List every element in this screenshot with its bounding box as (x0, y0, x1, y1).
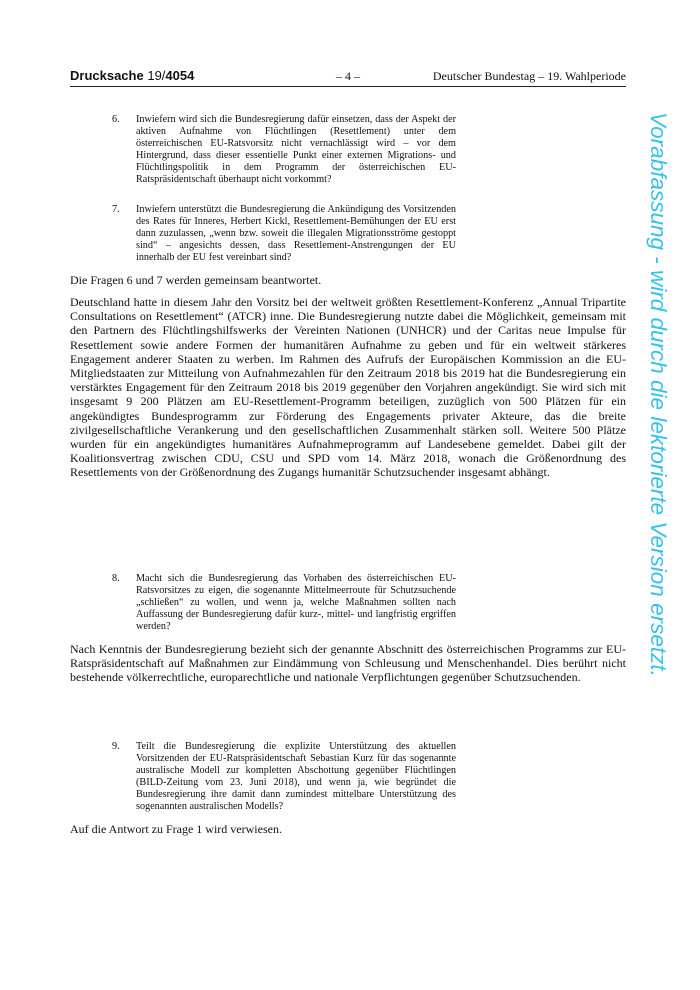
question-6-text: Inwiefern wird sich die Bundesregierung dafür einsetzen, dass der Aspekt der aktiven Aufnahme von Flüchtlingen (Resettlement) unter dem österreichischen EU-Ratsvorsitz nicht vernachlässigt wird – vor dem Hintergrund, dass dieser essentielle Punkt einer externen Migrations- und Flüchtlingspolitik in dem Programm der österreichischen EU-Ratspräsidentschaft überhaupt nicht vorkommt? (136, 114, 456, 185)
answer-6-7-intro: Die Fragen 6 und 7 werden gemeinsam beantwortet. (70, 273, 322, 287)
question-7-text: Inwiefern unterstützt die Bundesregierung die Ankündigung des Vorsitzenden des Rates für Inneres, Herbert Kickl, Resettlement-Bemühungen der EU erst dann zuzulassen, „wenn bzw. soweit die illegalen Migrationsströme gestoppt sind“ – angesichts dessen, dass Resettlement-Anstrengungen der EU innerhalb der EU fest vereinbart sind? (136, 204, 456, 263)
draft-watermark: Vorabfassung - wird durch die lektorierte Version ersetzt. (646, 112, 671, 677)
doc-number-part-a: 19/ (147, 68, 166, 83)
page-header (70, 68, 626, 86)
header-institution: Deutscher Bundestag – 19. Wahlperiode (432, 69, 626, 83)
question-8-text: Macht sich die Bundesregierung das Vorhaben des österreichischen EU-Ratsvorsitzes zu eigen, die sogenannte Mittelmeerroute für Schutzsuchende „schließen“ zu wollen, und wenn ja, welche Maßnahmen sollten nach Auffassung der Bundesregierung dafür kurz-, mittel- und langfristig ergriffen werden? (136, 573, 456, 632)
answer-9: Auf die Antwort zu Frage 1 wird verwiesen. (70, 822, 282, 836)
question-6-number: 6. (112, 114, 120, 125)
question-8-number: 8. (112, 573, 120, 584)
doc-prefix: Drucksache (70, 68, 144, 83)
question-9-number: 9. (112, 741, 120, 752)
doc-number-part-b: 4054 (165, 68, 195, 83)
answer-6-7-body: Deutschland hatte in diesem Jahr den Vorsitz bei der weltweit größten Resettlement-Konferenz „Annual Tripartite Consultations on Resettlement“ (ATCR) inne. Die Bundesregierung nutzte dabei die Möglichkeit, gemeinsam mit den Partnern des Flüchtlingshilfswerks der Vereinten Nationen (UNHCR) und der Caritas neue Impulse für Resettlement sowie andere Formen der humanitären Aufnahme zu geben und für ein weltweit stärkeres Engagement anderer Staaten zu werben. Im Rahmen des Aufrufs der Europäischen Kommission an die EU-Mitgliedstaaten zur Mitteilung von Aufnahmezahlen für den Zeitraum 2018 bis 2019 hat die Bundesregierung ein verstärktes Engagement für den Zeitraum 2018 bis 2019 gegenüber den Vorjahren angekündigt. Sie wird sich mit insgesamt 9 200 Plätzen am EU-Resettlement-Programm beteiligen, zuzüglich von 500 Plätzen für ein angekündigtes Bundesprogramm zur Förderung des Engagements privater Akteure, das die breite zivilgesellschaftliche Verankerung und den gesellschaftlichen Zusammenhalt stärken soll. Weitere 500 Plätze wurden für ein angekündigtes humanitäres Aufnahmeprogramm auf Landesebene gemeldet. Dabei gilt der Koalitionsvertrag zwischen CDU, CSU und SPD vom 14. März 2018, wonach die Größenordnung des Resettlements von der Größenordnung des Zugangs humanitär Schutzsuchender insgesamt abhängt. (70, 295, 626, 480)
page-number: – 4 – (336, 69, 360, 83)
question-7-number: 7. (112, 204, 120, 215)
question-9-text: Teilt die Bundesregierung die explizite Unterstützung des aktuellen Vorsitzenden der EU-Ratspräsidentschaft Sebastian Kurz für das sogenannte australische Modell zur kompletten Abschottung gegenüber Flüchtlingen (BILD-Zeitung vom 23. Juni 2018), und wenn ja, wie begründet die Bundesregierung ihre damit dann zumindest mittelbare Unterstützung des sogenannten australischen Modells? (136, 741, 456, 812)
answer-8: Nach Kenntnis der Bundesregierung bezieht sich der genannte Abschnitt des österreichischen Programms zur EU-Ratspräsidentschaft auf Maßnahmen zur Eindämmung von Schleusung und Menschenhandel. Dies berührt nicht bestehende völkerrechtliche, europarechtliche und nationale Verpflichtungen gegenüber Schutzsuchenden. (70, 642, 626, 685)
header-divider (70, 86, 626, 87)
